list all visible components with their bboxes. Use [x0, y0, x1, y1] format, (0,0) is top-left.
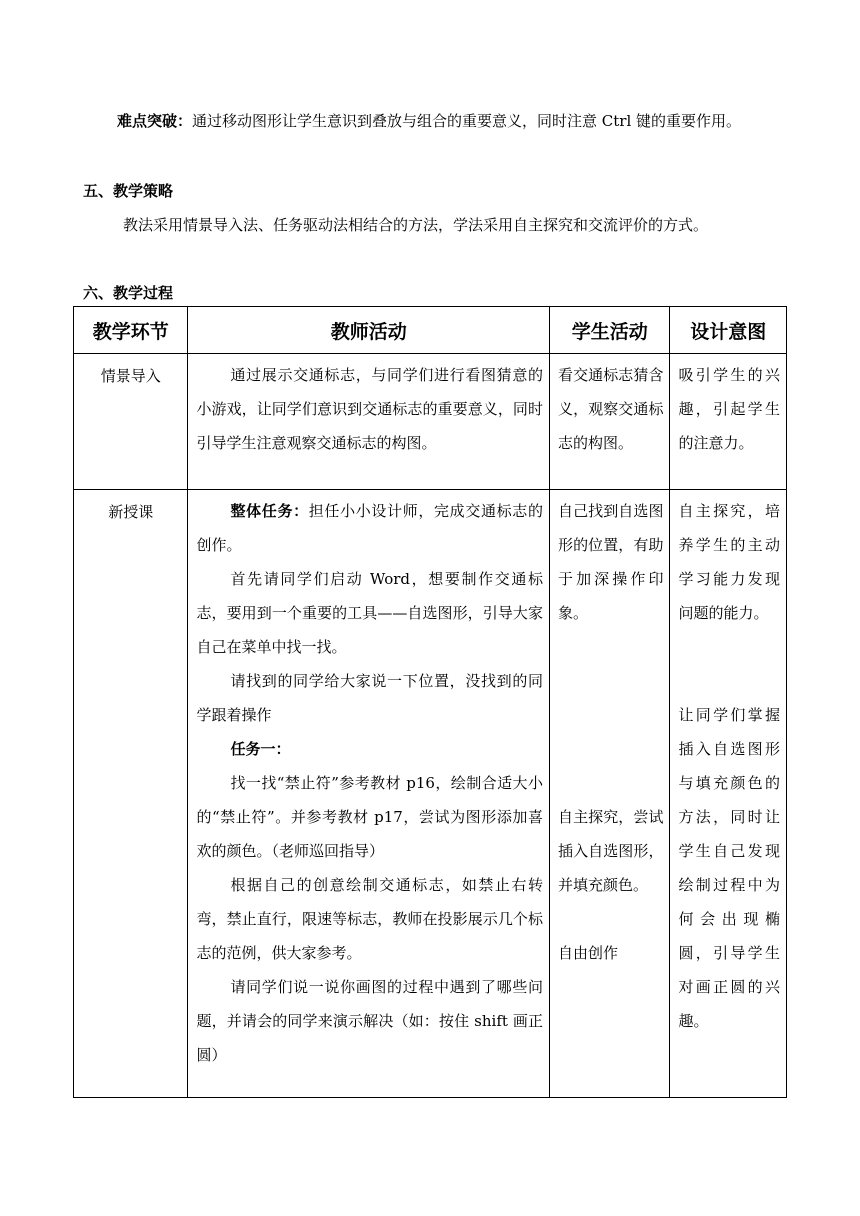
teacher-paragraph: 根据自己的创意绘制交通标志，如禁止右转弯，禁止直行，限速等标志，教师在投影展示几个标志的范例，供大家参考。 — [196, 876, 543, 962]
student-cell — [549, 490, 670, 1098]
teacher-cell — [188, 354, 550, 490]
section5-paragraph: 教法采用情景导入法、任务驱动法相结合的方法，学法采用自主探究和交流评价的方式。 — [123, 216, 709, 234]
overall-task-label: 整体任务： — [230, 502, 309, 520]
stage-cell: 情景导入 — [74, 354, 188, 490]
task1-label-text: 任务一： — [230, 740, 291, 758]
student-text: 自己找到自选图形的位置，有助于加深操作印象。 — [557, 502, 664, 622]
teacher-paragraph: 请同学们说一说你画图的过程中遇到了哪些问题，并请会的同学来演示解决（如：按住 shift 画正圆） — [196, 978, 543, 1064]
spacer — [558, 766, 664, 800]
table-row — [74, 354, 787, 490]
spacer — [558, 732, 664, 766]
table-row — [74, 490, 787, 1098]
intent-text: 自主探究，培养学生的主动学习能力发现问题的能力。 — [678, 502, 780, 622]
teacher-cell — [188, 490, 550, 1098]
difficulty-text: 通过移动图形让学生意识到叠放与组合的重要意义，同时注意 Ctrl 键的重要作用。 — [192, 112, 742, 130]
header-stage: 教学环节 — [74, 307, 188, 354]
header-teacher: 教师活动 — [188, 307, 550, 354]
section5-heading: 五、教学策略 — [83, 182, 174, 200]
spacer — [558, 630, 664, 732]
student-text: 自由创作 — [557, 944, 618, 962]
difficulty-paragraph — [83, 104, 763, 138]
teacher-paragraph: 请找到的同学给大家说一下位置，没找到的同学跟着操作 — [196, 672, 543, 724]
stage-cell: 新授课 — [74, 490, 188, 1098]
intent-text: 让同学们掌握插入自选图形与填充颜色的方法，同时让学生自己发现绘制过程中为何会出现椭圆，引导学生对画正圆的兴趣。 — [678, 706, 780, 1030]
spacer — [558, 902, 664, 936]
table-header-row — [74, 307, 787, 354]
overall-task-text: 担任小小设计师，完成交通标志的创作。 — [196, 502, 543, 554]
spacer — [678, 630, 780, 698]
intent-cell — [670, 354, 787, 490]
teacher-paragraph: 首先请同学们启动 Word，想要制作交通标志，要用到一个重要的工具——自选图形，引导大家自己在菜单中找一找。 — [196, 570, 543, 656]
overall-task-paragraph — [196, 494, 543, 562]
section6-heading: 六、教学过程 — [83, 284, 174, 302]
teacher-paragraph: 找一找“禁止符”参考教材 p16，绘制合适大小的“禁止符”。并参考教材 p17，尝试为图形添加喜欢的颜色。（老师巡回指导） — [196, 774, 543, 860]
intent-text: 吸引学生的兴趣，引起学生的注意力。 — [678, 366, 780, 452]
teacher-text: 通过展示交通标志，与同学们进行看图猜意的小游戏，让同学们意识到交通标志的重要意义，同时引导学生注意观察交通标志的构图。 — [196, 366, 543, 452]
teaching-process-table — [73, 306, 787, 1098]
header-intent: 设计意图 — [670, 307, 787, 354]
task1-label — [196, 732, 543, 766]
student-text: 自主探究，尝试插入自选图形，并填充颜色。 — [557, 808, 664, 894]
intent-cell — [670, 490, 787, 1098]
header-student: 学生活动 — [549, 307, 670, 354]
difficulty-label: 难点突破： — [117, 112, 193, 130]
student-text: 看交通标志猜含义，观察交通标志的构图。 — [557, 366, 664, 452]
student-cell — [549, 354, 670, 490]
